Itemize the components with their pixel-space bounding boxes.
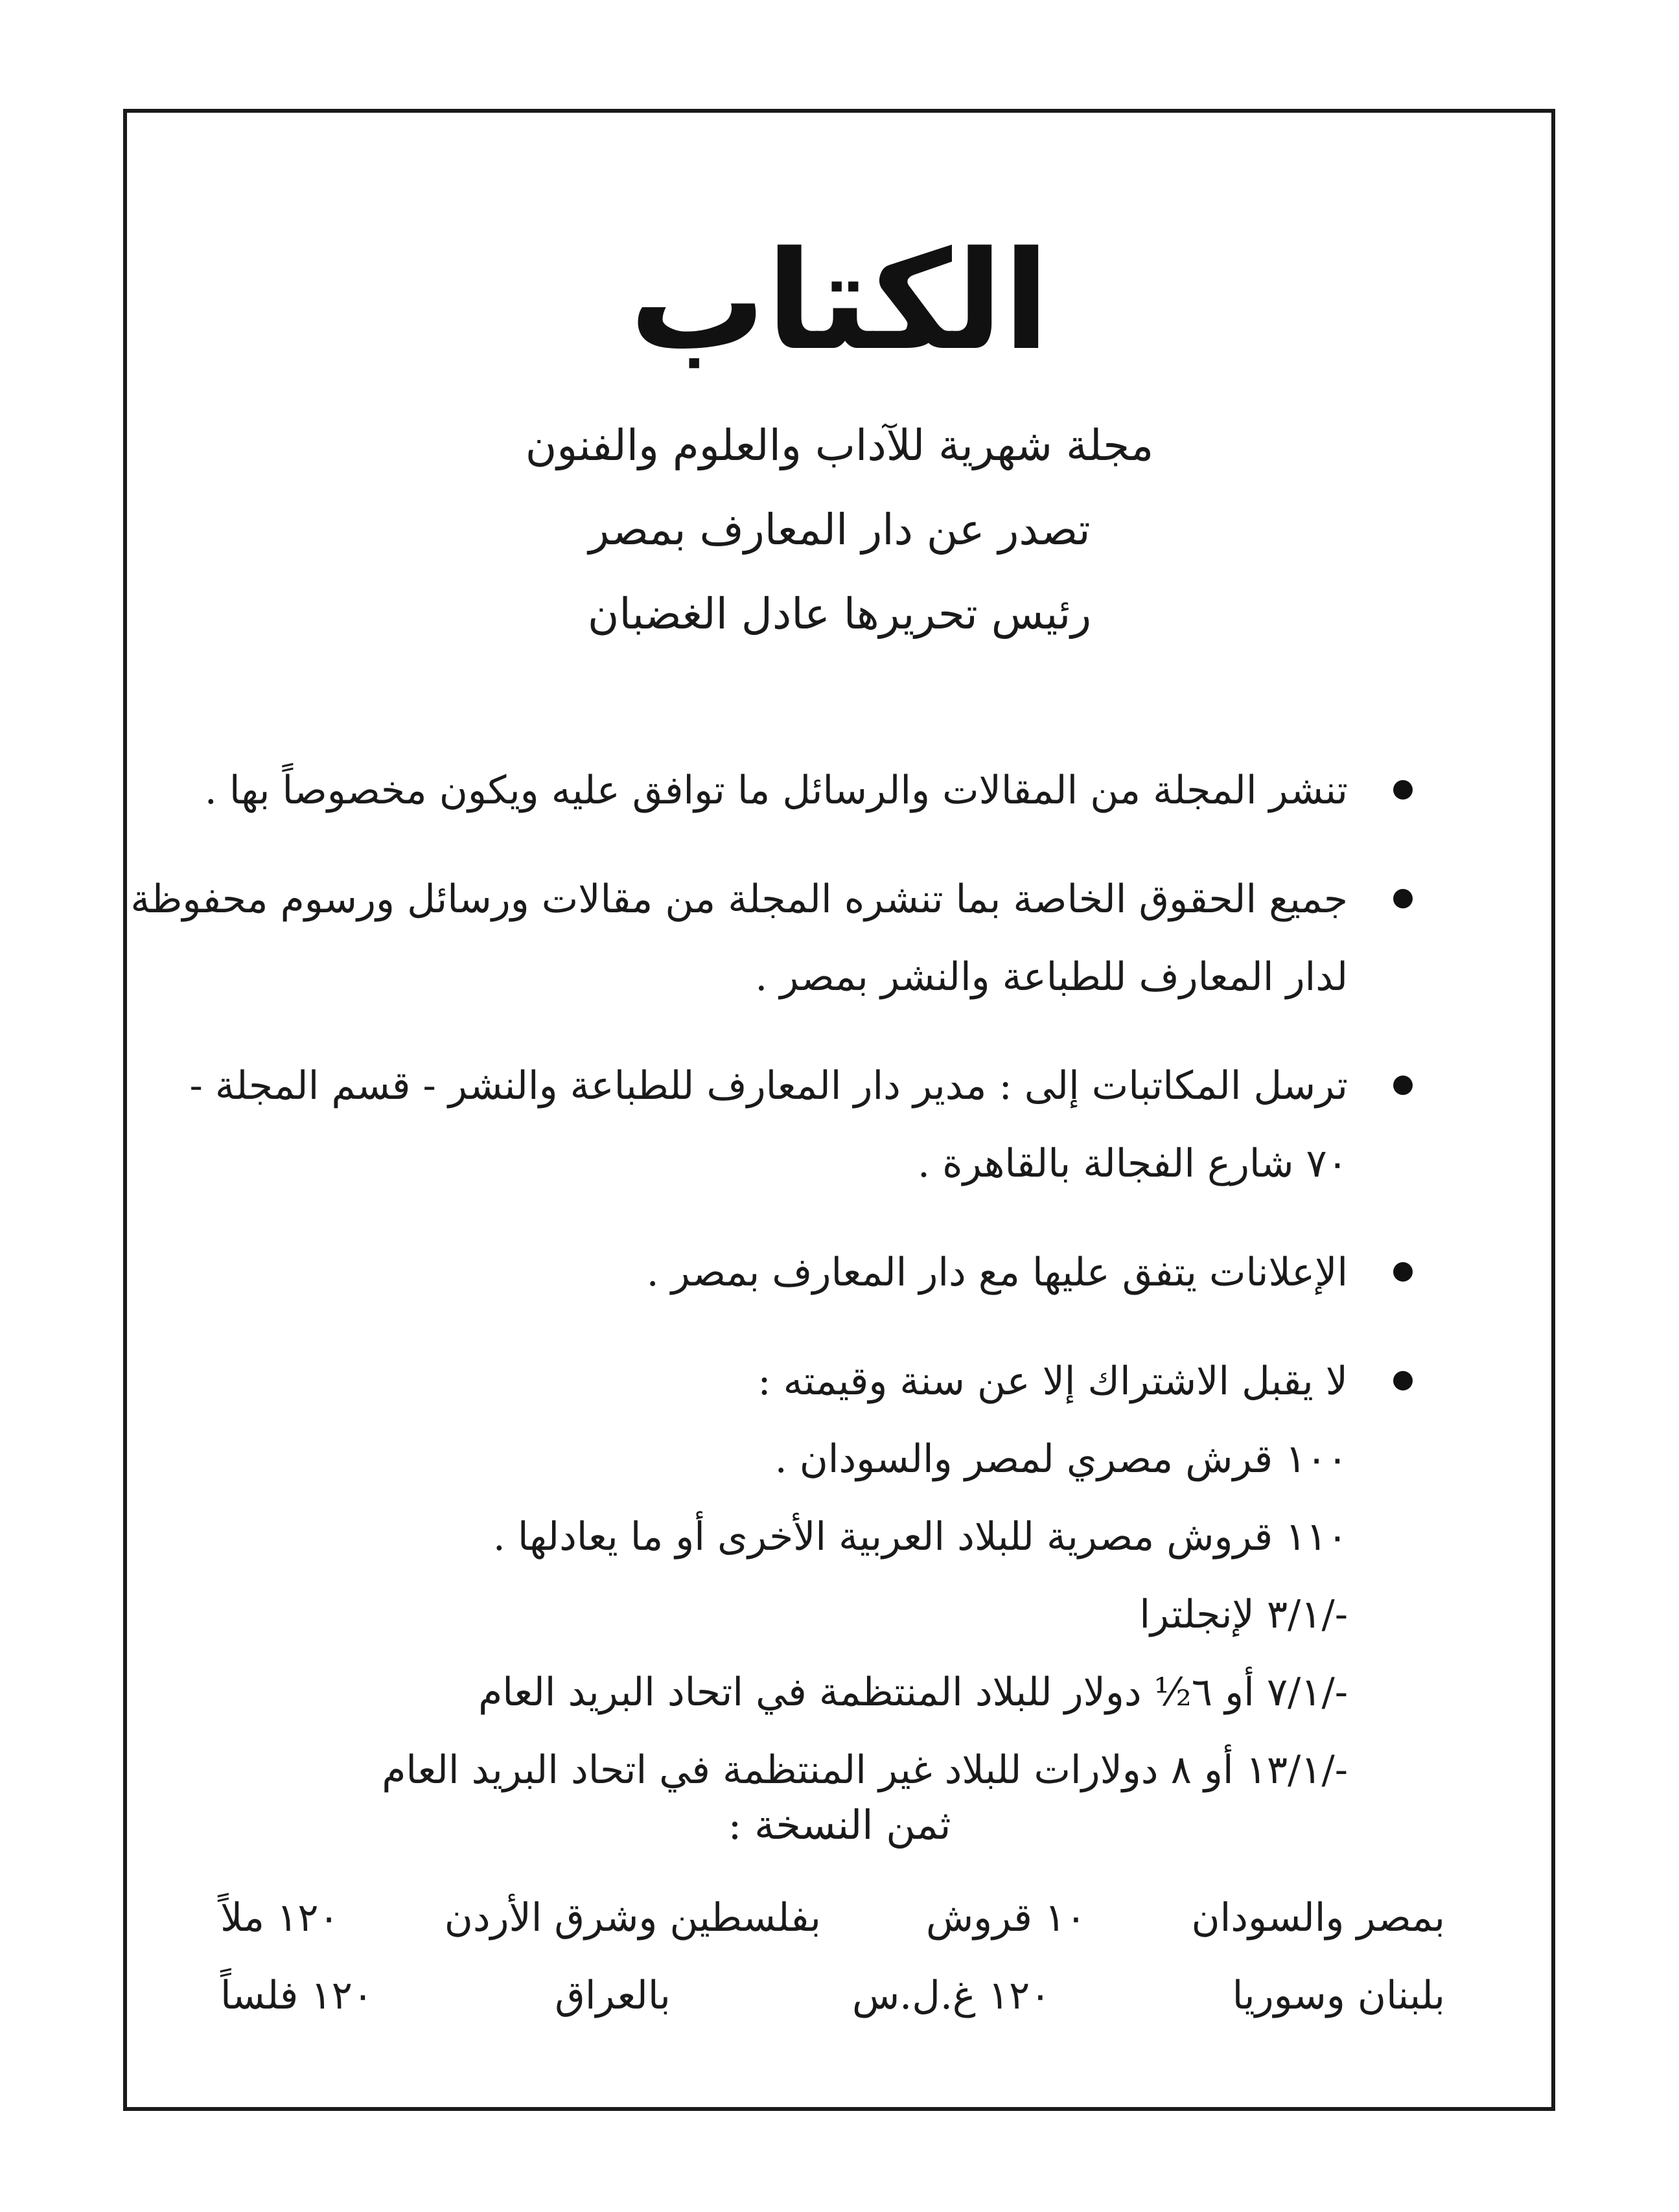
- notice-list: [130, 752, 1426, 1840]
- publisher-line: تصدر عن دار المعارف بمصر: [588, 505, 1091, 555]
- subscription-line: لا يقبل الاشتراك إلا عن سنة وقيمته :: [758, 1359, 1348, 1404]
- price-value: ١٢٠ فلساً: [220, 1973, 374, 2018]
- notice-line: الإعلانات يتفق عليها مع دار المعارف بمصر .: [646, 1250, 1348, 1295]
- subscription-line: -/٧/١ أو ٦½ دولار للبلاد المنتظمة في اتحاد البريد العام: [478, 1670, 1348, 1715]
- bullet-icon: [1393, 889, 1413, 908]
- notice-item: [204, 752, 1426, 829]
- subscription-line: -/١٣/١ أو ٨ دولارات للبلاد غير المنتظمة في اتحاد البريد العام: [382, 1747, 1348, 1793]
- notice-line: ترسل المكاتبات إلى : مدير دار المعارف للطباعة والنشر - قسم المجلة -: [189, 1063, 1348, 1109]
- magazine-description: مجلة شهرية للآداب والعلوم والفنون: [525, 421, 1154, 470]
- price-place: بلبنان وسوريا: [1232, 1973, 1445, 2018]
- price-place: بفلسطين وشرق الأردن: [444, 1895, 821, 1941]
- price-value: ١٢٠ غ.ل.س: [851, 1973, 1051, 2018]
- price-value: ١٢٠ ملاً: [220, 1895, 340, 1941]
- subscription-line: -/٣/١ لإنجلترا: [1139, 1592, 1348, 1637]
- subscription-line: ١٠٠ قرش مصري لمصر والسودان .: [774, 1436, 1348, 1482]
- price-place: بالعراق: [555, 1973, 671, 2018]
- bullet-icon: [1393, 1262, 1413, 1282]
- price-row: [220, 1895, 1445, 1941]
- bullet-icon: [1393, 1371, 1413, 1390]
- notice-item: [189, 1047, 1426, 1203]
- notice-line: تنشر المجلة من المقالات والرسائل ما توافق عليه ويكون مخصوصاً بها .: [204, 768, 1348, 813]
- price-value: ١٠ قروش: [925, 1895, 1087, 1941]
- notice-item: [220, 1234, 1426, 1311]
- price-row: [220, 1973, 1445, 2018]
- notice-line: ٧٠ شارع الفجالة بالقاهرة .: [918, 1141, 1348, 1186]
- editor-line: رئيس تحريرها عادل الغضبان: [587, 589, 1092, 639]
- bullet-icon: [1393, 1076, 1413, 1095]
- copy-price-heading: ثمن النسخة :: [728, 1801, 951, 1849]
- subscription-item: [220, 1342, 1426, 1809]
- subscription-line: ١١٠ قروش مصرية للبلاد العربية الأخرى أو ما يعادلها .: [492, 1514, 1348, 1560]
- notice-item: [130, 860, 1426, 1016]
- notice-line: لدار المعارف للطباعة والنشر بمصر .: [755, 954, 1348, 1000]
- notice-line: جميع الحقوق الخاصة بما تنشره المجلة من مقالات ورسائل ورسوم محفوظة: [130, 877, 1348, 922]
- magazine-masthead: الكتاب: [629, 222, 1050, 380]
- price-place: بمصر والسودان: [1191, 1895, 1445, 1941]
- bullet-icon: [1393, 780, 1413, 800]
